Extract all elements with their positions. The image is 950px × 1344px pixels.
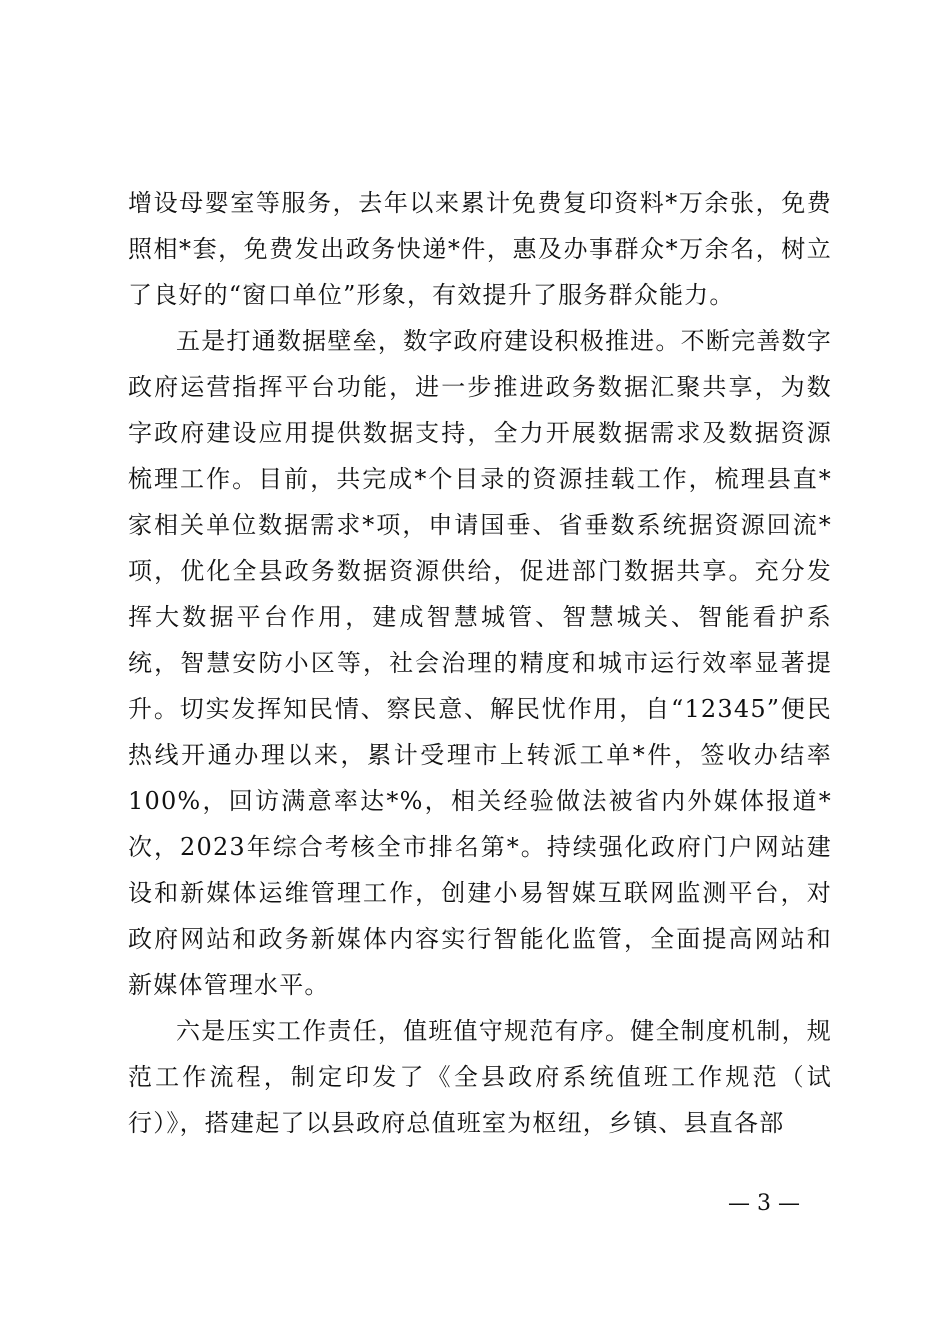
paragraph-point-six: 六是压实工作责任，值班值守规范有序。健全制度机制，规范工作流程，制定印发了《全县政府系统值班工作规范（试行）》，搭建起了以县政府总值班室为枢纽，乡镇、县直各部 (128, 1017, 832, 1137)
document-body (128, 180, 832, 1146)
page-number: — 3 — (728, 1191, 800, 1216)
paragraph-point-five: 五是打通数据壁垒，数字政府建设积极推进。不断完善数字政府运营指挥平台功能，进一步推进政务数据汇聚共享，为数字政府建设应用提供数据支持，全力开展数据需求及数据资源梳理工作。目前，共完成*个目录的资源挂载工作，梳理县直*家相关单位数据需求*项，申请国垂、省垂数系统据资源回流*项，优化全县政务数据资源供给，促进部门数据共享。充分发挥大数据平台作用，建成智慧城管、智慧城关、智能看护系统，智慧安防小区等，社会治理的精度和城市运行效率显著提升。切实发挥知民情、察民意、解民忧作用，自“12345”便民热线开通办理以来，累计受理市上转派工单*件，签收办结率100%，回访满意率达*%，相关经验做法被省内外媒体报道*次，2023年综合考核全市排名第*。持续强化政府门户网站建设和新媒体运维管理工作，创建小易智媒互联网监测平台，对政府网站和政务新媒体内容实行智能化监管，全面提高网站和新媒体管理水平。 (128, 327, 832, 999)
paragraph-continuation: 增设母婴室等服务，去年以来累计免费复印资料*万余张，免费照相*套，免费发出政务快递*件，惠及办事群众*万余名，树立了良好的“窗口单位”形象，有效提升了服务群众能力。 (128, 189, 832, 309)
